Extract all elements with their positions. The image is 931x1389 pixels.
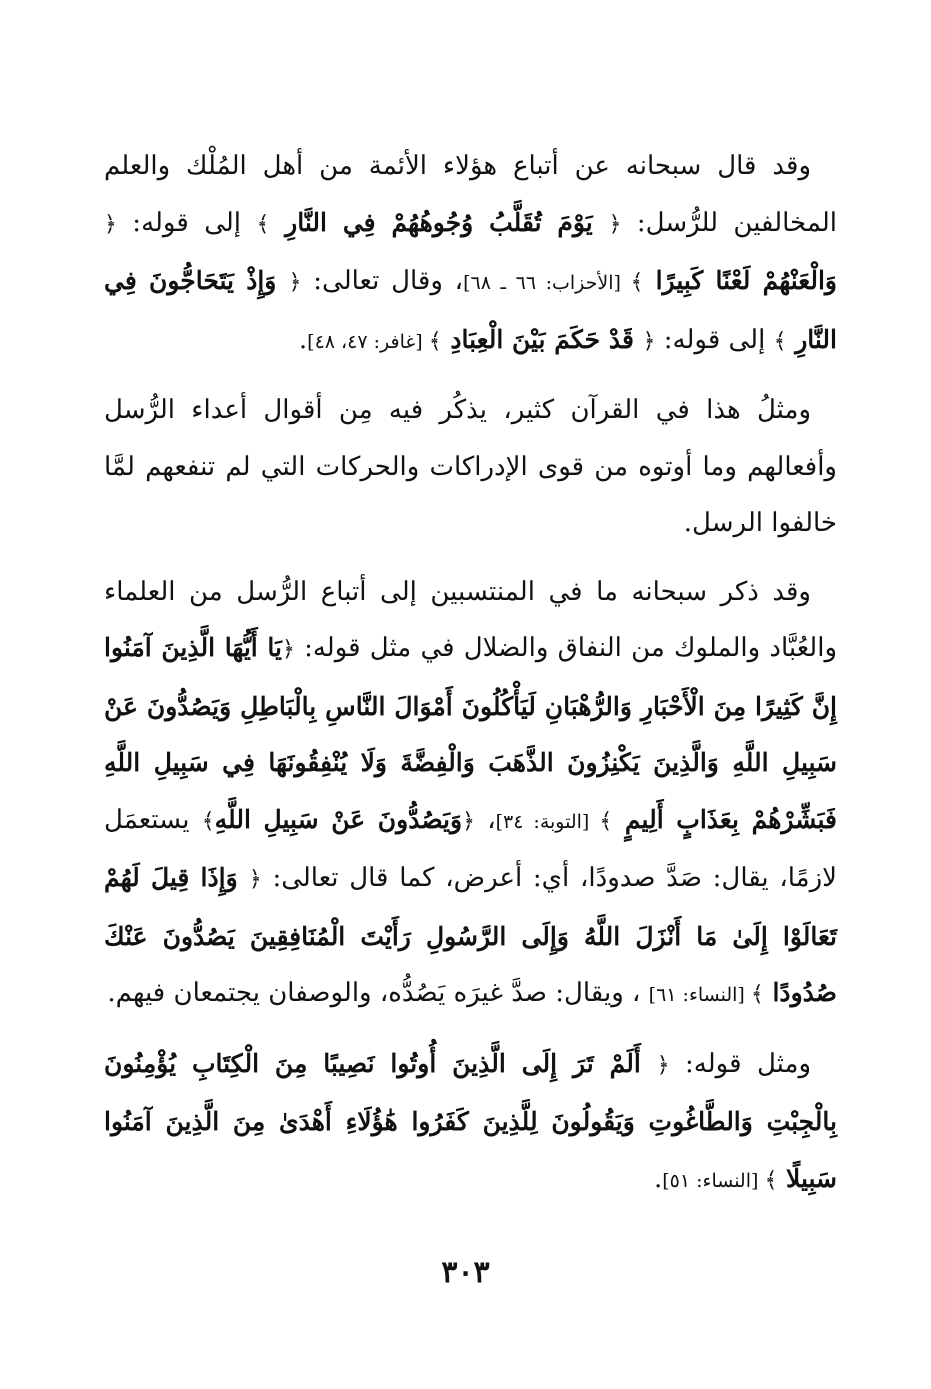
paragraph-gap	[104, 370, 837, 382]
body-text: .	[298, 324, 308, 355]
paragraph-gap	[104, 552, 837, 564]
quran-close-bracket: ﴾	[599, 808, 613, 834]
body-text: إلى قوله:	[116, 207, 257, 238]
paragraph-3	[104, 564, 837, 1024]
paragraph-1	[104, 138, 837, 370]
quran-verse: يَا أَيُّهَا الَّذِينَ آمَنُوا إِنَّ كَثِيرًا مِنَ الْأَحْبَارِ وَالرُّهْبَانِ لَيَأْكُلُونَ أَمْوَالَ النَّاسِ بِالْبَاطِلِ وَيَصُدُّونَ عَنْ سَبِيلِ اللَّهِ وَالَّذِينَ يَكْنِزُونَ الذَّهَبَ وَالْفِضَّةَ وَلَا يُنْفِقُونَهَا فِي سَبِيلِ اللَّهِ فَبَشِّرْهُمْ بِعَذَابٍ أَلِيمٍ	[104, 633, 838, 834]
quran-verse: يَوْمَ تُقَلَّبُ وُجُوهُهُمْ فِي النَّارِ	[269, 207, 609, 237]
paragraph-gap	[104, 1024, 837, 1036]
body-text: إلى قوله:	[655, 324, 774, 355]
quran-open-bracket: ﴿	[104, 211, 117, 237]
paragraph-2	[104, 382, 837, 552]
quran-open-bracket: ﴿	[642, 328, 656, 354]
verse-reference: [النساء: ٦١]	[648, 984, 751, 1006]
quran-open-bracket: ﴿	[288, 270, 302, 295]
verse-reference: [الأحزاب: ٦٦ ـ ٦٨]	[463, 272, 631, 294]
quran-verse: وَإِذَا قِيلَ لَهُمْ تَعَالَوْا إِلَىٰ مَا أَنْزَلَ اللَّهُ وَإِلَى الرَّسُولِ رَأَيْتَ الْمُنَافِقِينَ يَصُدُّونَ عَنْكَ صُدُودًا	[104, 863, 837, 1007]
body-text: .	[653, 1163, 663, 1194]
quran-close-bracket: ﴾	[773, 328, 787, 354]
quran-close-bracket: ﴾	[764, 1167, 778, 1193]
quran-verse: أَلَمْ تَرَ إِلَى الَّذِينَ أُوتُوا نَصِيبًا مِنَ الْكِتَابِ يُؤْمِنُونَ بِالْجِبْتِ وَالطَّاغُوتِ وَيَقُولُونَ لِلَّذِينَ كَفَرُوا هَٰؤُلَاءِ أَهْدَىٰ مِنَ الَّذِينَ آمَنُوا سَبِيلًا	[104, 1048, 837, 1193]
quran-open-bracket: ﴿	[608, 211, 622, 237]
quran-close-bracket: ﴾	[428, 328, 442, 354]
verse-reference: [غافر: ٤٧، ٤٨]	[307, 330, 429, 353]
page-number: ٣٠٣	[441, 1255, 490, 1290]
quran-open-bracket: ﴿	[248, 867, 262, 892]
quran-verse: قَدْ حَكَمَ بَيْنَ الْعِبَادِ	[441, 324, 643, 354]
quran-close-bracket: ﴾	[630, 270, 644, 295]
body-text: يستعمَل لازمًا، يقال: صَدَّ صدودًا، أي: أعرض، كما قال تعالى:	[104, 804, 837, 893]
body-text: وقد قال سبحانه عن أتباع هؤلاء الأئمة من أهل المُلْك والعلم المخالفين للرُّسل:	[104, 151, 838, 238]
quran-open-bracket: ﴿	[462, 808, 475, 834]
body-text: ، وقال تعالى:	[301, 266, 464, 296]
quran-verse: وَالْعَنْهُمْ لَعْنًا كَبِيرًا	[643, 266, 837, 295]
body-text: ومثل قوله:	[669, 1048, 811, 1079]
quran-verse: وَإِذْ يَتَحَاجُّونَ فِي النَّارِ	[104, 266, 837, 354]
paragraph-4	[104, 1036, 837, 1210]
body-text: ،	[474, 804, 496, 835]
body-text: ، ويقال: صدَّ غيرَه يَصُدُّه، والوصفان يجتمعان فيهم.	[107, 978, 649, 1008]
quran-close-bracket: ﴾	[750, 982, 764, 1007]
body-text: ومثلُ هذا في القرآن كثير، يذكُر فيه مِن أقوال أعداء الرُّسل وأفعالهم وما أوتوه من قوى الإدراكات والحركات التي لم تنفعهم لمَّا خالفوا الرسل.	[104, 395, 837, 538]
verse-reference: [التوبة: ٣٤]	[495, 810, 600, 833]
quran-close-bracket: ﴾	[256, 211, 270, 237]
body-text: وقد ذكر سبحانه ما في المنتسبين إلى أتباع الرُّسل من العلماء والعُبَّاد والملوك من النفاق والضلال في مثل قوله:	[104, 576, 837, 663]
quran-close-bracket: ﴾	[201, 808, 215, 834]
page-body	[104, 138, 837, 1209]
verse-reference: [النساء: ٥١]	[662, 1169, 765, 1192]
quran-verse: وَيَصُدُّونَ عَنْ سَبِيلِ اللَّهِ	[214, 804, 463, 834]
quran-open-bracket: ﴿	[281, 637, 295, 662]
quran-open-bracket: ﴿	[656, 1052, 670, 1078]
